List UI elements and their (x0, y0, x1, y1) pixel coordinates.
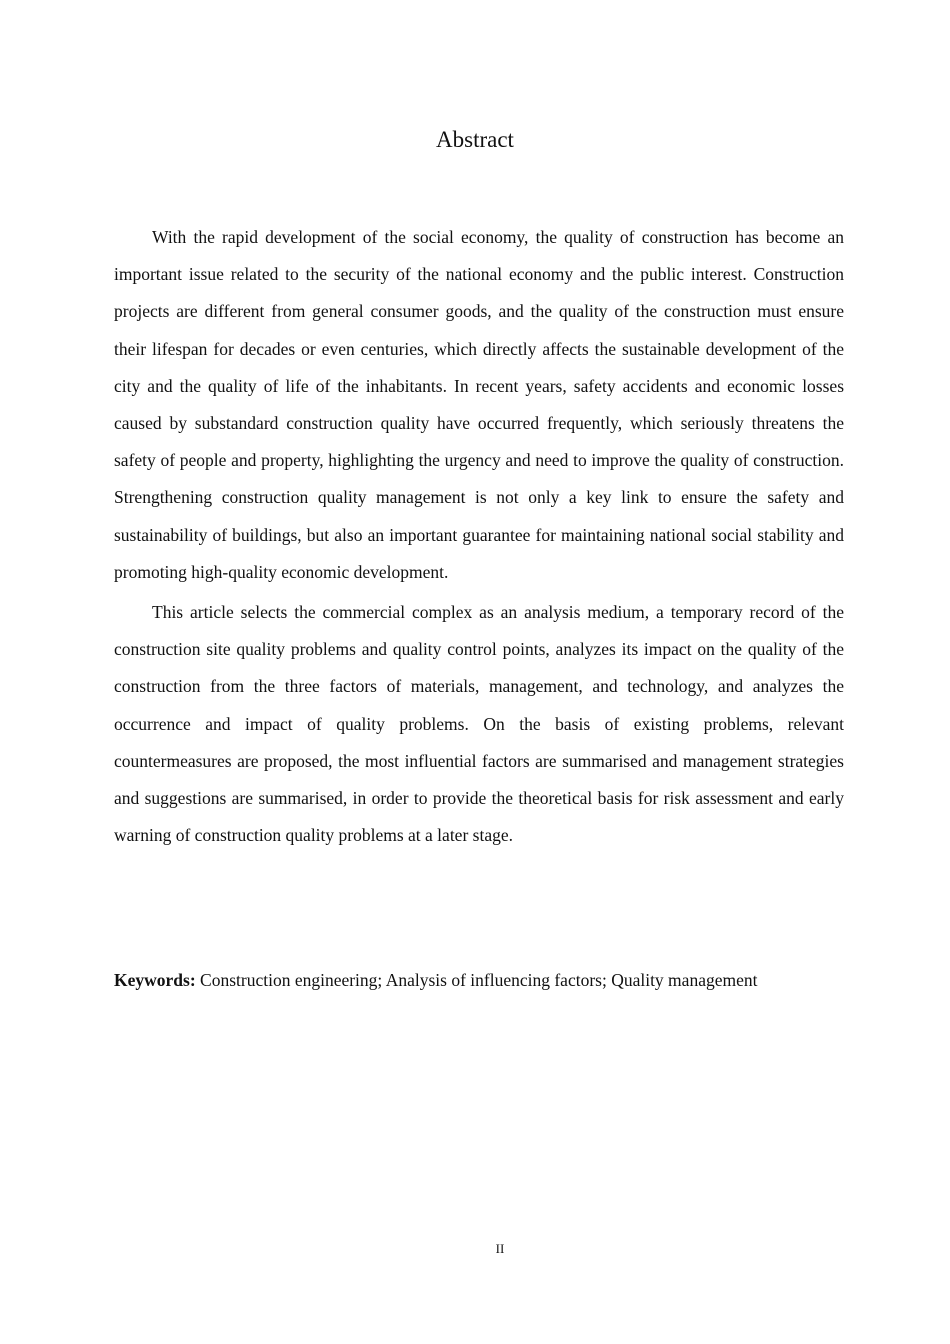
abstract-paragraph-2: This article selects the commercial complex as an analysis medium, a temporary record of the construction site quality problems and quality control points, analyzes its impact on the quality of the construction from the three factors of materials, management, and technology, and analyzes the occurrence and impact of quality problems. On the basis of existing problems, relevant countermeasures are proposed, the most influential factors are summarised and management strategies and suggestions are summarised, in order to provide the theoretical basis for risk assessment and early warning of construction quality problems at a later stage. (114, 602, 844, 846)
keywords-label: Keywords: (114, 970, 196, 990)
page-number: II (495, 1241, 505, 1256)
abstract-paragraph-1: With the rapid development of the social economy, the quality of construction has become an important issue related to the security of the national economy and the public interest. Construction projects are different from general consumer goods, and the quality of the construction must ensure their lifespan for decades or even centuries, which directly affects the sustainable development of the city and the quality of life of the inhabitants. In recent years, safety accidents and economic losses caused by substandard construction quality have occurred frequently, which seriously threatens the safety of people and property, highlighting the urgency and need to improve the quality of construction. Strengthening construction quality management is not only a key link to ensure the safety and sustainability of buildings, but also an important guarantee for maintaining national social stability and promoting high-quality economic development. (114, 227, 844, 582)
abstract-body (114, 219, 844, 854)
page-title: Abstract (436, 127, 514, 152)
keywords-text: Construction engineering; Analysis of influencing factors; Quality management (195, 970, 758, 990)
keywords-line (114, 964, 854, 996)
